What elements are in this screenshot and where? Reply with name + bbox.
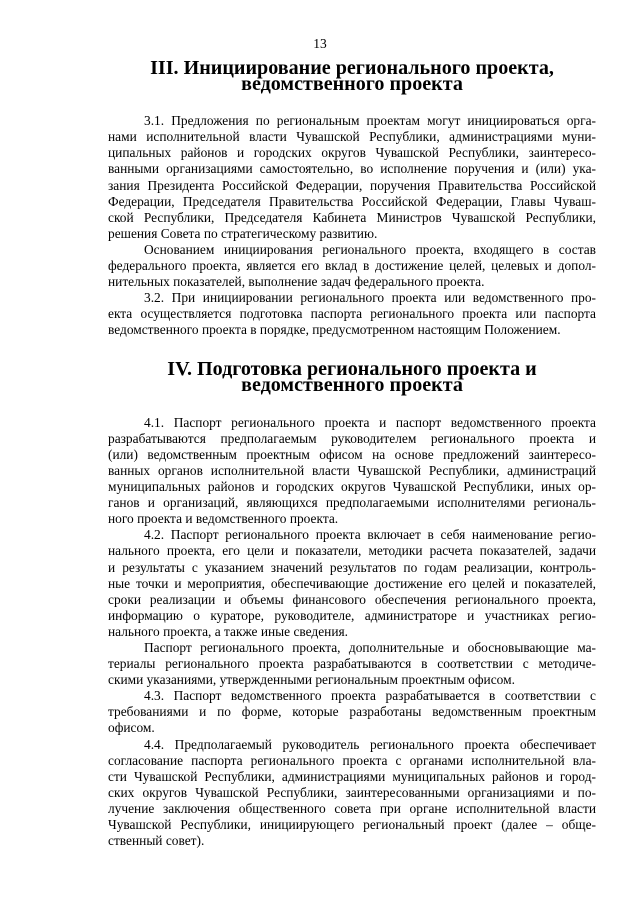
text-line: Федерации, Председателя Правительства Российской Федерации, Главы Чуваш- [108, 193, 596, 209]
section-heading [108, 357, 596, 396]
text-line: разрабатываются предполагаемым руководителем регионального проекта и [108, 430, 596, 446]
text-line: согласование паспорта регионального проекта с органами исполнительной вла- [108, 752, 596, 768]
paragraph [108, 737, 596, 850]
text-line: 4.1. Паспорт регионального проекта и паспорт ведомственного проекта [144, 414, 596, 430]
text-line: нального проекта, его цели и показатели, методики расчета показателей, задачи [108, 543, 596, 559]
text-line: ного проекта и ведомственного проекта. [108, 511, 339, 527]
paragraph [108, 113, 596, 242]
text-line: сти Чувашской Республики, администрациями муниципальных районов и город- [108, 768, 596, 784]
text-line: решения Совета по стратегическому развитию. [108, 225, 378, 241]
heading-line: III. Инициирование регионального проекта, [150, 57, 554, 79]
page-number: 13 [313, 36, 327, 51]
section-heading [108, 57, 596, 96]
text-line: ные точки и мероприятия, обеспечивающие достижение его целей и показателей, [108, 575, 596, 591]
text-line: федерального проекта, является его вклад в достижение целей, целевых и допол- [108, 258, 596, 274]
text-line: нального проекта, а также иные сведения. [108, 623, 349, 639]
text-line: требованиями и по форме, которые разработаны ведомственным проектным [108, 704, 596, 720]
text-line: ципальных районов и городских округов Чувашской Республики, заинтересо- [108, 145, 596, 161]
paragraph [108, 290, 596, 338]
paragraph [108, 415, 596, 528]
text-line: ванных органов исполнительной власти Чувашской Республики, администраций [108, 462, 596, 478]
heading-line: IV. Подготовка регионального проекта и ведомственного проекта [167, 357, 537, 396]
text-line: зания Президента Российской Федерации, поручения Правительства Российской [108, 177, 596, 193]
text-line: 3.1. Предложения по региональным проектам могут инициироваться орга- [144, 113, 596, 129]
text-line: териалы регионального проекта разрабатываются в соответствии с методиче- [108, 656, 596, 672]
text-line: 3.2. При инициировании регионального проекта или ведомственного про- [144, 290, 596, 306]
text-line: 4.3. Паспорт ведомственного проекта разрабатывается в соответствии с [144, 688, 596, 704]
heading-line: ведомственного проекта [241, 73, 463, 96]
text-line: сроки реализации и объемы финансового обеспечения регионального проекта, [108, 591, 596, 607]
paragraph [108, 242, 596, 290]
text-line: ванными организациями самостоятельно, во исполнение поручения и (или) ука- [108, 161, 596, 177]
document-body [108, 57, 596, 849]
text-line: лучение заключения общественного совета при органе исполнительной власти [108, 800, 596, 816]
text-line: 4.2. Паспорт регионального проекта включает в себя наименование регио- [144, 527, 596, 543]
text-line: ведомственного проекта в порядке, предусмотренном настоящим Положением. [108, 322, 561, 338]
text-line: нительных показателей, выполнение задач федерального проекта. [108, 274, 485, 290]
text-line: екта осуществляется подготовка паспорта регионального проекта или паспорта [108, 306, 596, 322]
paragraph [108, 640, 596, 688]
text-line: информацию о кураторе, руководителе, администраторе и участниках регио- [108, 607, 596, 623]
text-line: и результаты с указанием значений результатов по годам реализации, контроль- [108, 559, 596, 575]
text-line: нами исполнительной власти Чувашской Республики, администрациями муни- [108, 129, 596, 145]
text-line: Чувашской Республики, инициирующего региональный проект (далее – обще- [108, 817, 596, 833]
text-line: ской Республики, Председателя Кабинета Министров Чувашской Республики, [108, 209, 596, 225]
text-line: скими указаниями, утвержденными региональным проектным офисом. [108, 672, 515, 688]
text-line: офисом. [108, 720, 155, 736]
text-line: ственный совет). [108, 833, 205, 849]
text-line: Основанием инициирования регионального проекта, входящего в состав [144, 241, 596, 257]
text-line: муниципальных районов и городских округов Чувашской Республики, иных ор- [108, 479, 596, 495]
text-line: Паспорт регионального проекта, дополнительные и обосновывающие ма- [144, 640, 596, 655]
text-line: 4.4. Предполагаемый руководитель регионального проекта обеспечивает [144, 736, 596, 752]
text-line: (или) ведомственным проектным офисом на основе предложений заинтересо- [108, 446, 596, 462]
paragraph [108, 688, 596, 736]
text-line: ганов и организаций, являющихся предполагаемыми исполнителями региональ- [108, 495, 596, 511]
text-line: ских округов Чувашской Республики, заинтересованными организациями и по- [108, 784, 596, 800]
paragraph [108, 527, 596, 640]
